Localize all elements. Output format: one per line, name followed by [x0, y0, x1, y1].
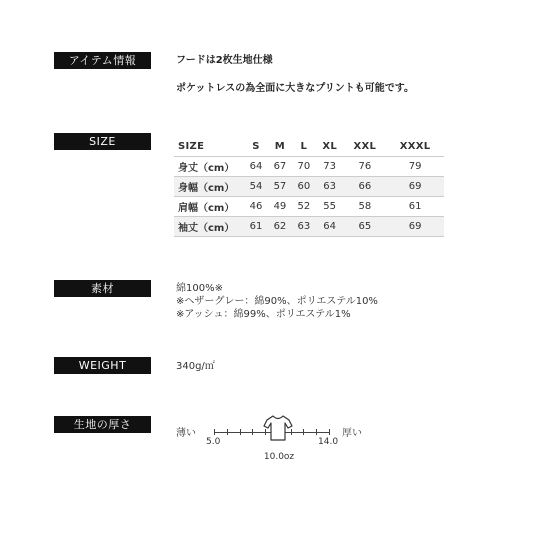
- table-cell: 65: [343, 217, 386, 237]
- thickness-label: 生地の厚さ: [54, 416, 151, 433]
- size-header-cell: XXXL: [399, 140, 431, 152]
- thickness-thin-label: 薄い: [176, 428, 196, 439]
- table-cell: 61: [386, 197, 444, 217]
- table-cell: 57: [268, 177, 292, 197]
- scale-tick: [227, 429, 228, 435]
- table-cell: 55: [316, 197, 344, 217]
- row-label: 身幅（cm）: [174, 177, 244, 197]
- table-cell: 76: [343, 157, 386, 177]
- scale-tick: [252, 429, 253, 435]
- item-info-label: アイテム情報: [54, 52, 151, 69]
- table-cell: 52: [292, 197, 316, 217]
- thickness-value-label: 10.0oz: [263, 452, 295, 462]
- scale-tick: [303, 429, 304, 435]
- table-cell: 64: [316, 217, 344, 237]
- thickness-max-label: 14.0: [318, 437, 339, 447]
- size-header-cell: S: [252, 140, 260, 152]
- table-cell: 69: [386, 177, 444, 197]
- material-line-1: 綿100%※: [176, 283, 223, 294]
- scale-tick: [240, 429, 241, 435]
- weight-value: 340g/㎡: [176, 361, 215, 372]
- size-table-header: [174, 136, 444, 157]
- scale-tick: [329, 429, 330, 435]
- thickness-thick-label: 厚い: [342, 428, 362, 439]
- table-cell: 66: [343, 177, 386, 197]
- size-header-cell: XXL: [353, 140, 377, 152]
- table-cell: 69: [386, 217, 444, 237]
- material-line-2: ※ヘザーグレー：綿90%、ポリエステル10%: [176, 296, 378, 307]
- table-cell: 70: [292, 157, 316, 177]
- table-row: [174, 197, 444, 217]
- table-row: [174, 157, 444, 177]
- table-cell: 79: [386, 157, 444, 177]
- table-cell: 61: [244, 217, 268, 237]
- row-label: 袖丈（cm）: [174, 217, 244, 237]
- table-cell: 58: [343, 197, 386, 217]
- table-cell: 46: [244, 197, 268, 217]
- size-header-cell: SIZE: [178, 140, 205, 152]
- weight-label: WEIGHT: [54, 357, 151, 374]
- row-label: 身丈（cm）: [174, 157, 244, 177]
- table-row: [174, 177, 444, 197]
- table-cell: 63: [292, 217, 316, 237]
- shirt-marker-icon: [263, 414, 293, 442]
- table-cell: 60: [292, 177, 316, 197]
- size-table: [174, 136, 444, 237]
- table-row: [174, 217, 444, 237]
- thickness-min-label: 5.0: [206, 437, 221, 447]
- table-cell: 54: [244, 177, 268, 197]
- table-cell: 67: [268, 157, 292, 177]
- scale-tick: [316, 429, 317, 435]
- row-label: 肩幅（cm）: [174, 197, 244, 217]
- size-header-cell: XL: [322, 140, 338, 152]
- material-label: 素材: [54, 280, 151, 297]
- table-cell: 62: [268, 217, 292, 237]
- size-header-cell: L: [300, 140, 308, 152]
- size-header-cell: M: [274, 140, 286, 152]
- size-label: SIZE: [54, 133, 151, 150]
- table-cell: 49: [268, 197, 292, 217]
- item-info-line-2: ポケットレスの為全面に大きなプリントも可能です。: [176, 83, 414, 94]
- table-cell: 63: [316, 177, 344, 197]
- material-line-3: ※アッシュ：綿99%、ポリエステル1%: [176, 309, 351, 320]
- table-cell: 73: [316, 157, 344, 177]
- table-cell: 64: [244, 157, 268, 177]
- scale-tick: [214, 429, 215, 435]
- item-info-line-1: フードは2枚生地仕様: [176, 55, 273, 66]
